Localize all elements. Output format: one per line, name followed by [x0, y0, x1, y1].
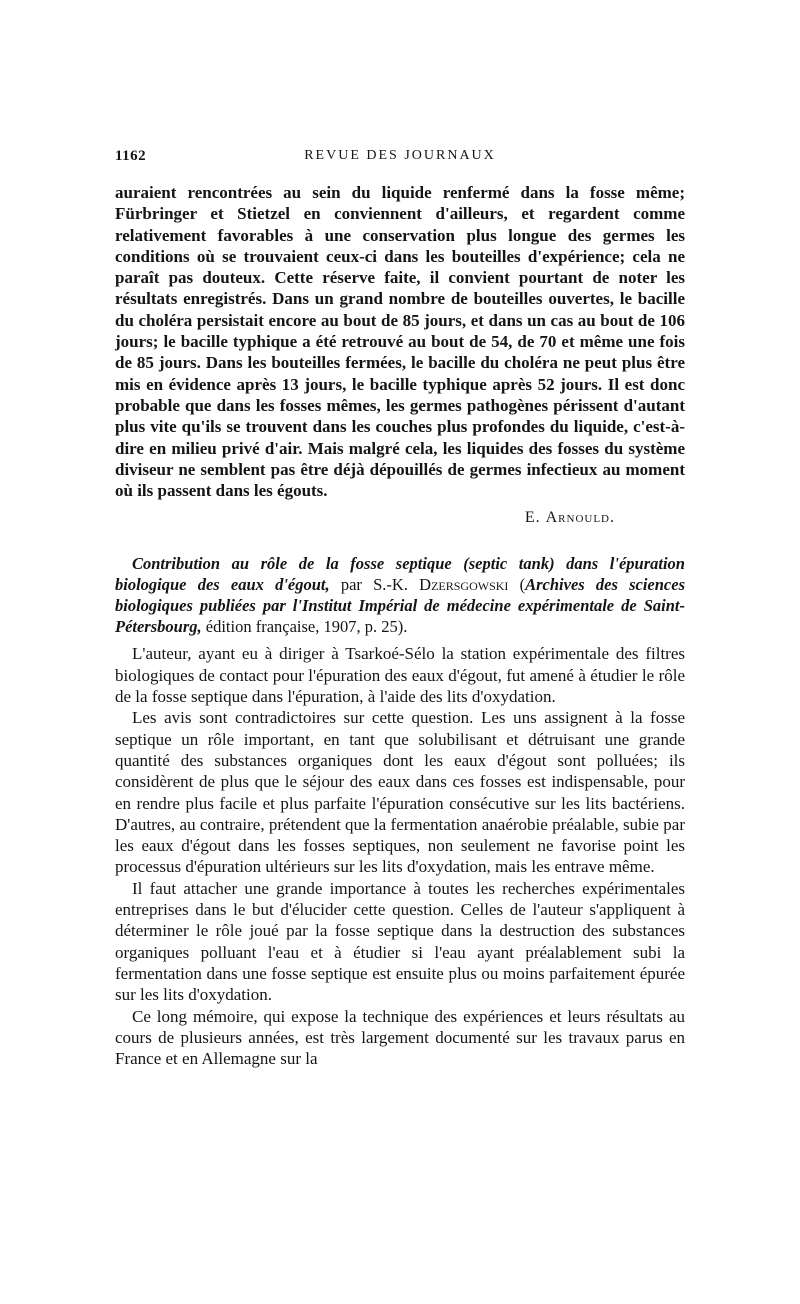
- journal-title: REVUE DES JOURNAUX: [304, 148, 496, 163]
- journal-page: [115, 148, 685, 1069]
- review-author: Dzersgowski: [419, 575, 509, 595]
- review-paragraph: Ce long mémoire, qui expose la technique des expériences et leurs résultats au cours de plusieurs années, est très largement documenté sur les travaux parus en France et en Allemagne sur la: [115, 1006, 685, 1069]
- running-head: [115, 148, 685, 170]
- article-continuation-text: auraient rencontrées au sein du liquide renfermé dans la fosse même; Fürbringer et Stietzel en conviennent d'ailleurs, et regardent comme relativement favorables à une conservation plus longue des germes les conditions où se trouvaient ceux-ci dans les bouteilles d'expérience; cela ne paraît pas douteux. Cette réserve faite, il convient pourtant de noter les résultats enregistrés. Dans un grand nombre de bouteilles ouvertes, le bacille du choléra persistait encore au bout de 85 jours, et dans un cas au bout de 106 jours; le bacille typhique a été retrouvé au bout de 54, de 70 et même une fois de 85 jours. Dans les bouteilles fermées, le bacille du choléra ne peut plus être mis en évidence après 13 jours, le bacille typhique après 52 jours. Il est donc probable que dans les fosses mêmes, les germes pathogènes périssent d'autant plus vite qu'ils se trouvent dans les couches plus profondes du liquide, c'est-à-dire en milieu privé d'air. Mais malgré cela, les liquides des fosses du système diviseur ne semblent pas être déjà dépouillés de germes infectieux au moment où ils passent dans les égouts.: [115, 183, 685, 501]
- review-paragraph: L'auteur, ayant eu à diriger à Tsarkoé-Sélo la station expérimentale des filtres biologiques de contact pour l'épuration des eaux d'égout, fut amené à étudier le rôle de la fosse septique dans l'épuration, à l'aide des lits d'oxydation.: [115, 644, 685, 707]
- review-source: Archives des sciences biologiques publiées par l'Institut Impérial de médecine expérimentale de Saint-Pétersbourg,: [115, 575, 685, 637]
- review-source-open: (: [508, 575, 526, 595]
- signature-initial: E.: [524, 509, 546, 527]
- page-number: 1162: [115, 148, 147, 164]
- review-heading: [115, 553, 685, 637]
- review-title: Contribution au rôle de la fosse septique (septic tank) dans l'épuration biologique des eaux d'égout,: [115, 554, 685, 595]
- review-by: par S.-K.: [329, 575, 420, 595]
- article-signature: [115, 507, 615, 529]
- review-paragraph: Il faut attacher une grande importance à toutes les recherches expérimentales entreprises dans le but d'élucider cette question. Celles de l'auteur s'appliquent à déterminer le rôle joué par la fosse septique dans la destruction des substances organiques polluant l'eau et à étudier si l'eau ayant préalablement subi la fermentation dans une fosse septique est ensuite plus ou moins parfaitement épurée sur les lits d'oxydation.: [115, 878, 685, 1005]
- review-edition: édition française, 1907, p. 25).: [201, 617, 408, 637]
- review-paragraph: Les avis sont contradictoires sur cette question. Les uns assignent à la fosse septique un rôle important, en tant que solubilisant et détruisant une grande quantité des substances organiques dont les eaux d'égout sont polluées; ils considèrent de plus que le séjour des eaux dans ces fosses est indispensable, pour en rendre plus facile et plus parfaite l'épuration consécutive sur les lits bactériens. D'autres, au contraire, prétendent que la fermentation anaérobie préalable, subie par les eaux d'égout dans les fosses septiques, non seulement ne favorise point les processus d'épuration ultérieurs sur les lits d'oxydation, mais les entrave même.: [115, 708, 685, 877]
- signature-name: Arnould.: [545, 509, 615, 527]
